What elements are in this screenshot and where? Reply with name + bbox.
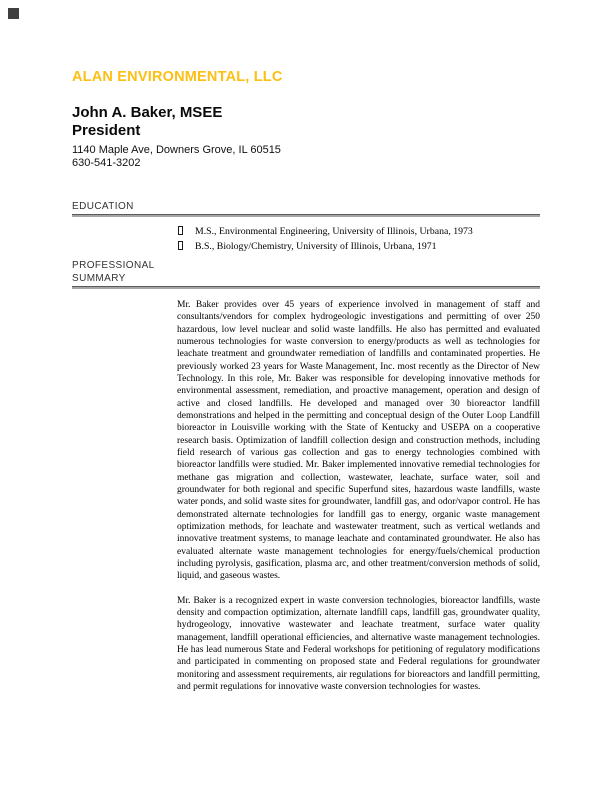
professional-summary-heading-line1: PROFESSIONAL [72, 260, 155, 271]
professional-summary-heading [72, 260, 232, 285]
summary-paragraph: Mr. Baker provides over 45 years of experience involved in management of staff and consultants/vendors for complex hydrogeologic investigations and permitting of over 250 hazardous, low level nuclear and solid waste landfills. He also has permitted and evaluated numerous technologies for waste conversion to energy/products as well as technologies for leachate treatment and groundwater remediation of landfills and contaminated properties. He previously worked 23 years for Waste Management, Inc. most recently as the Director of New Technology. In this role, Mr. Baker was responsible for developing innovative methods for environmental assessment, remediation, and proactive management, operation and design of active and closed landfills. He developed and managed over 30 bioreactor landfill demonstrations and helped in the permitting and conceptual design of the Outer Loop Landfill bioreactor in Louisville working with the State of Kentucky and USEPA on a cooperative research basis. Optimization of landfill collection design and construction methods, including field research of various gas collection and gas to energy technologies combined with bioreactor landfills were studied. Mr. Baker implemented innovative remedial technologies for methane gas migration and collection, wastewater, leachate, surface water, soil and groundwater for both regional and specific Superfund sites, hazardous waste landfills, waste water ponds, and solid waste sites for groundwater, landfill gas, and odor/vapor control. He has demonstrated alternate technologies for landfill gas to energy, organic waste management optimization methods, for leachate and wastewater treatment, such as vertical wetlands and innovative treatment systems, to manage leachate and contaminated groundwater. He also has evaluated alternate waste management technologies for energy/fuels/chemical production including pyrolysis, gasification, plasma arc, and other treatment/conversion methods of solid, liquid, and gaseous wastes. [177, 300, 540, 582]
person-address: 1140 Maple Ave, Downers Grove, IL 60515 [72, 144, 281, 156]
company-name: ALAN ENVIRONMENTAL, LLC [72, 69, 283, 85]
education-item [178, 239, 558, 254]
summary-paragraph: Mr. Baker is a recognized expert in waste conversion technologies, bioreactor landfills, waste density and compaction optimization, alternate landfill caps, landfill gas, groundwater quality, hydrogeology, innovative wastewater and leachate treatment, surface water quality management, landfill operational efficiencies, and alternative waste management technologies. He has lead numerous State and Federal workshops for petitioning of regulatory modifications and participated in commenting on proposed state and Federal regulations for groundwater monitoring and assessment requirements, air regulations for bioreactors and landfill permitting, and permit regulations for innovative waste conversion technologies for wastes. [177, 595, 540, 692]
missing-glyph-bullet-icon [178, 226, 183, 236]
education-section-rule [72, 214, 540, 217]
professional-summary-heading-line2: SUMMARY [72, 272, 126, 284]
professional-summary-body [177, 299, 540, 693]
education-list [178, 224, 558, 254]
person-name: John A. Baker, MSEE [72, 104, 223, 121]
person-phone: 630-541-3202 [72, 157, 141, 169]
education-item [178, 224, 558, 239]
education-item-text: B.S., Biology/Chemistry, University of Illinois, Urbana, 1971 [195, 241, 437, 252]
education-item-text: M.S., Environmental Engineering, University of Illinois, Urbana, 1973 [195, 226, 473, 237]
page-marker-icon [8, 8, 19, 19]
missing-glyph-bullet-icon [178, 241, 183, 251]
education-section-heading: EDUCATION [72, 201, 134, 212]
professional-summary-rule [72, 286, 540, 289]
person-role: President [72, 122, 141, 139]
